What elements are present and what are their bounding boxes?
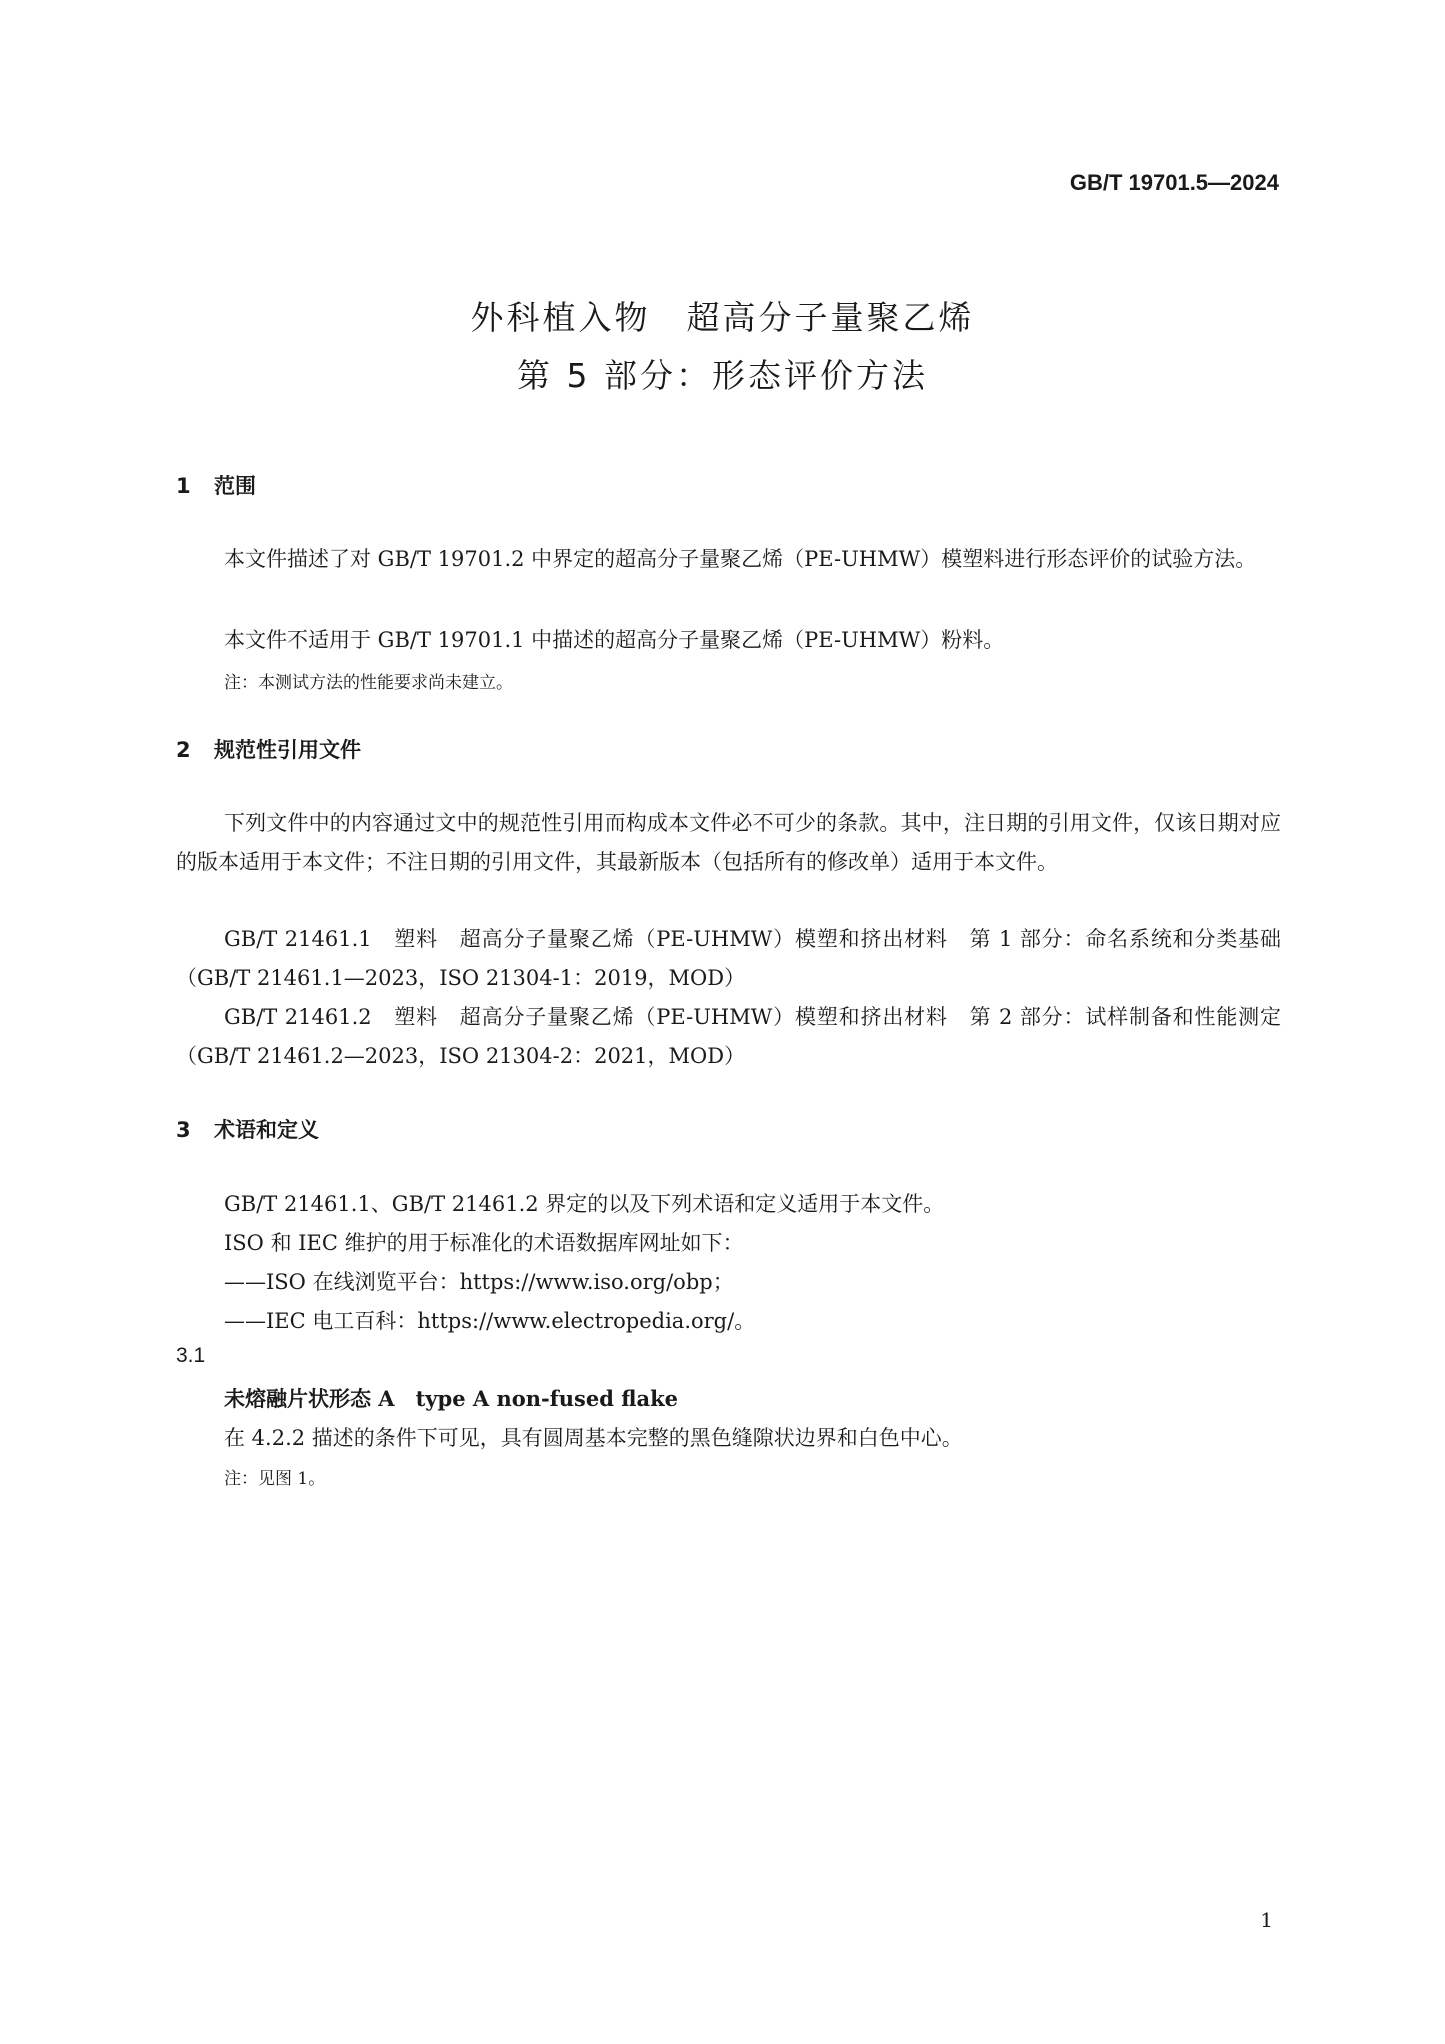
iec-electropedia-link-line: ——IEC 电工百科：https://www.electropedia.org/。 (224, 1309, 756, 1333)
section-1-paragraph-1: 本文件描述了对 GB/T 19701.2 中界定的超高分子量聚乙烯（PE-UHMW）模塑料进行形态评价的试验方法。 (224, 547, 1257, 571)
normative-reference-2: GB/T 21461.2 塑料 超高分子量聚乙烯（PE-UHMW）模塑和挤出材料 第 2 部分：试样制备和性能测定（GB/T 21461.2—2023，ISO 21304-2：2021，MOD） (176, 1005, 1281, 1068)
section-title: 规范性引用文件 (214, 738, 361, 762)
section-1-note: 注：本测试方法的性能要求尚未建立。 (224, 673, 513, 693)
document-code: GB/T 19701.5—2024 (1069, 170, 1279, 195)
section-2-paragraph: 下列文件中的内容通过文中的规范性引用而构成本文件必不可少的条款。其中，注日期的引用文件，仅该日期对应的版本适用于本文件；不注日期的引用文件，其最新版本（包括所有的修改单）适用于本文件。 (176, 811, 1281, 874)
title-line-2: 第 5 部分：形态评价方法 (517, 356, 928, 395)
term-note: 注：见图 1。 (224, 1469, 326, 1489)
section-title: 术语和定义 (214, 1118, 319, 1142)
section-2-heading (176, 734, 361, 764)
section-3-line-1: GB/T 21461.1、GB/T 21461.2 界定的以及下列术语和定义适用于本文件。 (224, 1192, 945, 1216)
term-definition: 在 4.2.2 描述的条件下可见，具有圆周基本完整的黑色缝隙状边界和白色中心。 (224, 1426, 963, 1450)
page-number: 1 (1260, 1908, 1273, 1932)
normative-reference-1: GB/T 21461.1 塑料 超高分子量聚乙烯（PE-UHMW）模塑和挤出材料 第 1 部分：命名系统和分类基础（GB/T 21461.1—2023，ISO 21304-1：2019，MOD） (176, 927, 1281, 990)
section-number: 2 (176, 738, 191, 762)
section-title: 范围 (214, 474, 256, 498)
section-3-line-2: ISO 和 IEC 维护的用于标准化的术语数据库网址如下： (224, 1231, 744, 1255)
section-1-paragraph-2: 本文件不适用于 GB/T 19701.1 中描述的超高分子量聚乙烯（PE-UHMW）粉料。 (224, 628, 1005, 652)
section-number: 1 (176, 474, 191, 498)
section-1-heading (176, 470, 256, 500)
term-number: 3.1 (176, 1344, 206, 1367)
section-number: 3 (176, 1118, 191, 1142)
title-line-1: 外科植入物 超高分子量聚乙烯 (470, 298, 975, 337)
iso-obp-link-line: ——ISO 在线浏览平台：https://www.iso.org/obp； (224, 1270, 734, 1294)
term-name: 未熔融片状形态 A type A non-fused flake (224, 1386, 678, 1411)
section-3-heading (176, 1114, 319, 1144)
